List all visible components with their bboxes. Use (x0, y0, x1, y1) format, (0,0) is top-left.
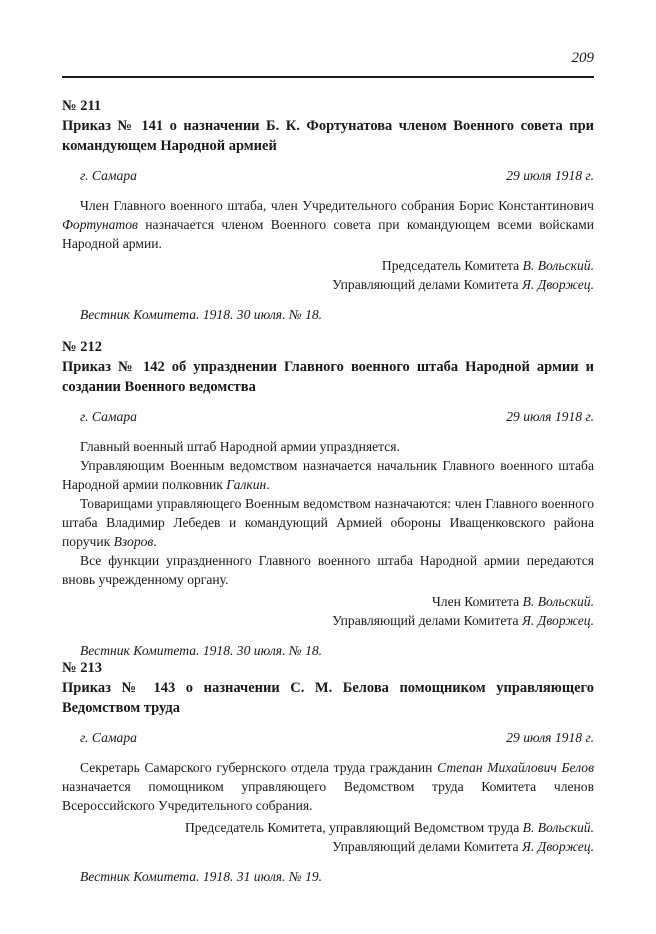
place: г. Самара (80, 730, 137, 745)
person-name: Степан Михайлович Белов (437, 760, 595, 775)
person-name: Галкин (226, 477, 267, 492)
signatures (62, 592, 594, 630)
place: г. Самара (80, 168, 137, 183)
source-citation: Вестник Комитета. 1918. 30 июля. № 18. (80, 307, 323, 322)
signature-line: Управляющий делами Комитета Я. Дворжец. (332, 839, 594, 854)
date: 29 июля 1918 г. (506, 730, 594, 745)
document-number: № 211 (62, 98, 102, 114)
signature-line: Председатель Комитета, управляющий Ведомством труда В. Вольский. (184, 820, 594, 835)
person-name: Взоров (113, 534, 154, 549)
body-paragraph: Главный военный штаб Народной армии упраздняется. (80, 439, 400, 454)
signature-line: Член Комитета В. Вольский. (431, 594, 594, 609)
place: г. Самара (80, 409, 137, 424)
date: 29 июля 1918 г. (506, 409, 594, 424)
place-date-row (62, 407, 594, 426)
document-title: Приказ № 141 о назначении Б. К. Фортунатова членом Военного совета при командующем Народной армией (62, 118, 594, 154)
source-citation: Вестник Комитета. 1918. 31 июля. № 19. (80, 869, 323, 884)
signatures (62, 256, 594, 294)
document-213 (62, 658, 594, 886)
page-number: 209 (571, 50, 594, 66)
signatures (62, 818, 594, 856)
source-citation: Вестник Комитета. 1918. 30 июля. № 18. (80, 643, 323, 658)
body-paragraph: Товарищами управляющего Военным ведомством назначаются: член Главного военного штаба Владимир Лебедев и командующий Армией обороны Иващенковского района поручик Взоров. (62, 496, 594, 549)
body-paragraph: Все функции упраздненного Главного военного штаба Народной армии передаются вновь учрежденному органу. (62, 553, 594, 587)
date: 29 июля 1918 г. (506, 168, 594, 183)
signature-line: Управляющий делами Комитета Я. Дворжец. (332, 613, 594, 628)
signature-line: Председатель Комитета В. Вольский. (381, 258, 594, 273)
document-title: Приказ № 143 о назначении С. М. Белова помощником управляющего Ведомством труда (62, 680, 594, 716)
body-paragraph: Секретарь Самарского губернского отдела труда гражданин Степан Михайлович Белов назначается помощником управляющего Ведомством труда Комитета членов Всероссийского Учредительного собрания. (62, 760, 595, 813)
header-rule (62, 76, 594, 78)
place-date-row (62, 166, 594, 185)
document-number: № 212 (62, 339, 102, 355)
document-title: Приказ № 142 об упразднении Главного военного штаба Народной армии и создании Военного ведомства (62, 359, 594, 395)
person-name: Фортунатов (62, 217, 138, 232)
body-paragraph: Член Главного военного штаба, член Учредительного собрания Борис Константинович Фортунатов назначается членом Военного совета при командующем всеми войсками Народной армии. (62, 198, 594, 251)
body-paragraph: Управляющим Военным ведомством назначается начальник Главного военного штаба Народной армии полковник Галкин. (62, 458, 594, 492)
document-number: № 213 (62, 660, 102, 676)
document-211 (62, 96, 594, 324)
place-date-row (62, 728, 594, 747)
signature-line: Управляющий делами Комитета Я. Дворжец. (332, 277, 594, 292)
document-212 (62, 337, 594, 660)
